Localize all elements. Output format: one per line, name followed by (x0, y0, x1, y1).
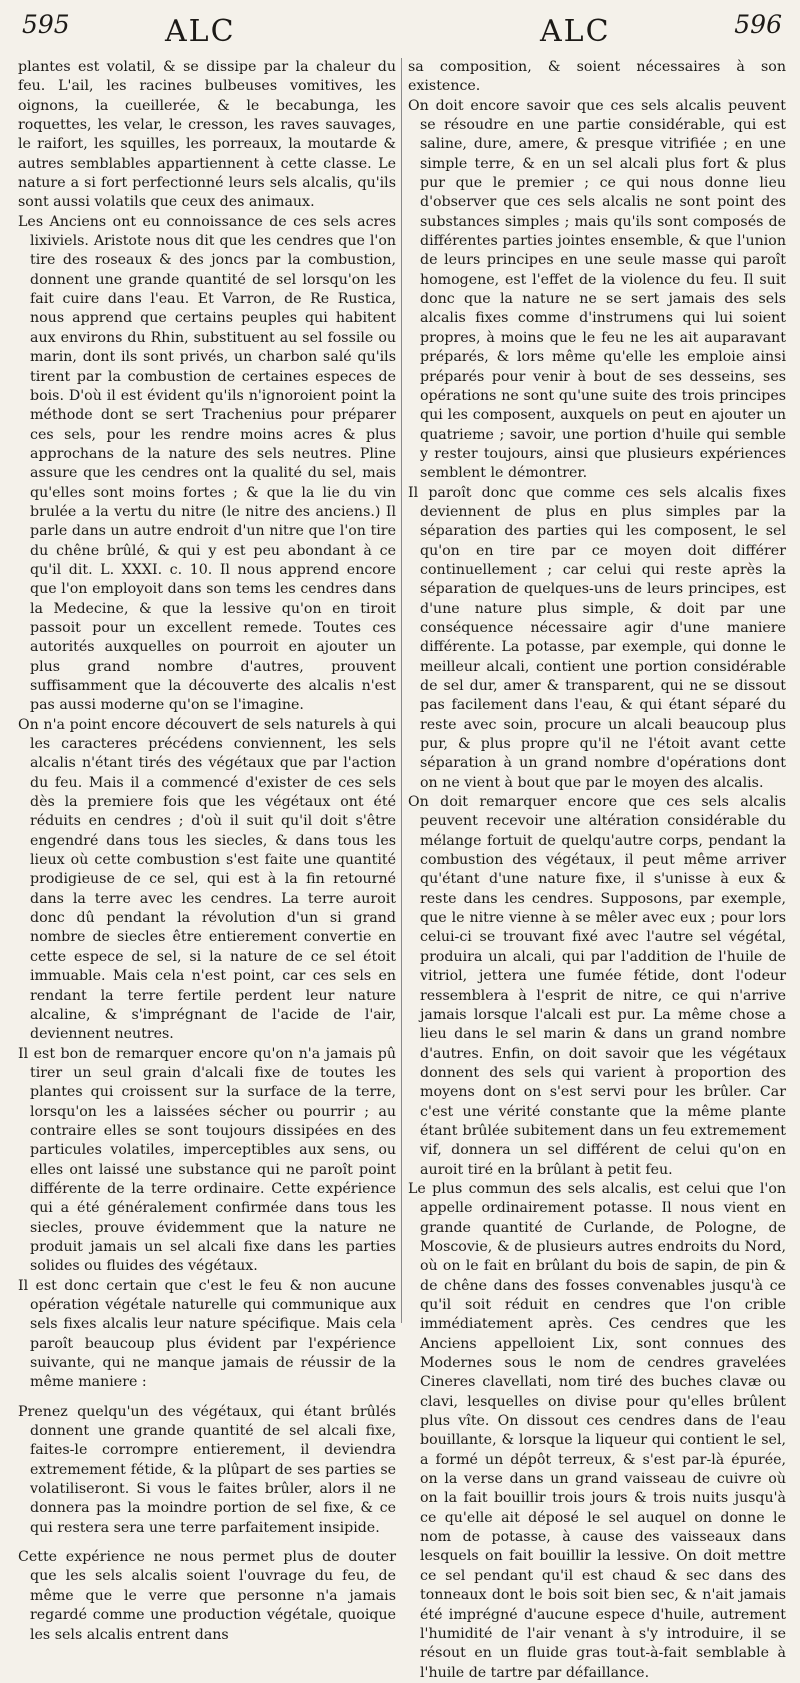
paragraph: On doit remarquer encore que ces sels alcalis peuvent recevoir une altération considérable du mélange fortuit de quelqu'autre corps, pendant la combustion des végétaux, il peut même arriver qu'étant d'une nature fixe, il s'unisse à eux & reste dans les cendres. Supposons, par exemple, que le nitre vienne à se mêler avec eux ; pour lors celui-ci se trouvant fixé avec l'autre sel végétal, produira un alcali, qui par l'addition de l'huile de vitriol, jettera une fumée fétide, dont l'odeur ressemblera à l'esprit de nitre, ce qui n'arrive jamais lorsque l'alcali est pur. La même chose a lieu dans le sel marin & dans un grand nombre d'autres. Enfin, on doit savoir que les végétaux donnent des sels qui varient à proportion des moyens dont on s'est servi pour les brûler. Car c'est une vérité constante que la même plante étant brûlée subitement dans un feu extremement vif, donnera un sel différent de celui qu'on en auroit tiré en la brûlant à petit feu. (408, 794, 786, 1178)
paragraph: Il est donc certain que c'est le feu & non aucune opération végétale naturelle qui communique aux sels fixes alcalis leur nature spécifique. Mais cela paroît beaucoup plus évident par l'expérience suivante, qui ne manque jamais de réussir de la même maniere : (18, 1277, 396, 1391)
paragraph: sa composition, & soient nécessaires à son existence. (408, 59, 786, 95)
page-number-right: 596 (734, 10, 782, 39)
recipe-paragraph: Prenez quelqu'un des végétaux, qui étant brûlés donnent une grande quantité de sel alcali fixe, faites-le corrompre entierement, il deviendra extremement fétide, & la plûpart de ses parties se volatiliseront. Si vous le faites brûler, alors il ne donnera pas la moindre portion de sel fixe, & ce qui restera sera une terre parfaitement insipide. (18, 1403, 396, 1536)
paragraph: Le plus commun des sels alcalis, est celui que l'on appelle ordinairement potasse. Il nous vient en grande quantité de Curlande, de Pologne, de Moscovie, & de plusieurs autres endroits du Nord, où on le fait en brûlant du bois de sapin, de pin & de chêne dans des fosses convenables jusqu'à ce qu'il soit réduit en cendres que l'on crible immédiatement après. Ces cendres que les Anciens appelloient Lix, sont connues des Modernes sous le nom de cendres gravelées Cineres clavellati, nom tiré des buches clavæ ou clavi, lesquelles on divise pour qu'elles brûlent plus vîte. On dissout ces cendres dans de l'eau bouillante, & lorsque la liqueur qui contient le sel, a formé un dépôt terreux, & s'est par-là épurée, on la verse dans un grand vaisseau de cuivre où on la fait bouillir trois jours & trois nuits jusqu'à ce qu'elle ait déposé le sel auquel on donne le nom de potasse, à cause des vaisseaux dans lesquels on fait bouillir la lessive. On doit mettre ce sel pendant qu'il est chaud & sec dans des tonneaux dont le bois soit bien sec, & n'ait jamais été imprégné d'aucune espece d'huile, autrement l'humidité de l'air venant à s'y introduire, il se résout en un fluide gras tout-à-fait semblable à l'huile de tartre par défaillance. (408, 1180, 786, 1681)
paragraph: Les Anciens ont eu connoissance de ces sels acres lixiviels. Aristote nous dit que les cendres que l'on tire des roseaux & des joncs par la combustion, donnent une grande quantité de sel lorsqu'on les fait cuire dans l'eau. Et Varron, de Re Rustica, nous apprend que certains peuples qui habitent aux environs du Rhin, substituent au sel fossile ou marin, dont ils sont privés, un charbon salé qu'ils tirent par la combustion de certaines especes de bois. D'où il est évident qu'ils n'ignoroient point la méthode dont se sert Trachenius pour préparer ces sels, pour les rendre moins acres & plus approchans de la nature des sels neutres. Pline assure que les cendres ont la qualité du sel, mais qu'elles sont moins fortes ; & que la lie du vin brulée a la vertu du nitre (le nitre des anciens.) Il parle dans un autre endroit d'un nitre que l'on tire du chêne brûlé, & qui y est peu abondant à ce qu'il dit. L. XXXI. c. 10. Il nous apprend encore que l'on employoit dans son tems les cendres dans la Medecine, & que la lessive qu'on en tiroit passoit pour un excellent remede. Toutes ces autorités auxquelles on pourroit en ajouter un plus grand nombre d'autres, prouvent suffisamment que la découverte des alcalis n'est pas aussi moderne qu'on se l'imagine. (18, 213, 396, 714)
page-number-left: 595 (22, 10, 70, 39)
spacer (18, 1393, 396, 1403)
paragraph: Cette expérience ne nous permet plus de douter que les sels alcalis soient l'ouvrage du feu, de même que le verre que personne n'a jamais regardé comme une production végétale, quoique les sels alcalis entrent dans (18, 1549, 396, 1643)
left-column (18, 58, 396, 1643)
running-head-right: ALC (540, 14, 611, 49)
paragraph: Il paroît donc que comme ces sels alcalis fixes deviennent de plus en plus simples par la séparation des parties qui les composent, le sel qu'on en tire par ce moyen doit différer continuellement ; car celui qui reste après la séparation de quelques-uns de leurs principes, est d'une nature plus simple, & doit par une conséquence nécessaire agir d'une maniere différente. La potasse, par exemple, qui donne le meilleur alcali, contient une portion considérable de sel dur, amer & transparent, qui ne se dissout pas facilement dans l'eau, & qui étant séparé du reste avec soin, procure un alcali beaucoup plus pur, & plus propre qu'il ne l'étoit avant cette séparation à un grand nombre d'opérations dont on ne vient à bout que par le moyen des alcalis. (408, 484, 786, 791)
right-column (408, 58, 786, 1681)
column-rule (401, 58, 402, 1323)
paragraph: On n'a point encore découvert de sels naturels à qui les caracteres précédens conviennent, les sels alcalis n'étant tirés des végétaux que par l'action du feu. Mais il a commencé d'exister de ces sels dès la premiere fois que les végétaux ont été réduits en cendres ; d'où il suit qu'il doit s'être engendré dans tous les siecles, & dans tous les lieux où cette combustion s'est faite une quantité prodigieuse de ce sel, qui est à la fin retourné dans la terre avec les cendres. La terre auroit donc dû pendant la révolution d'un si grand nombre de siecles être entierement convertie en cette espece de sel, si la nature de ce sel étoit immuable. Mais cela n'est point, car ces sels en rendant la terre fertile perdent leur nature alcaline, & s'imprégnant de l'acide de l'air, deviennent neutres. (18, 716, 396, 1043)
spacer (18, 1538, 396, 1548)
running-head-left: ALC (165, 14, 236, 49)
paragraph: plantes est volatil, & se dissipe par la chaleur du feu. L'ail, les racines bulbeuses vomitives, les oignons, la cueillerée, & le becabunga, les roquettes, les velar, le cresson, les raves sauvages, le raifort, les squilles, les porreaux, la moutarde & autres semblables appartiennent à cette classe. Le nature a si fort perfectionné leurs sels alcalis, qu'ils sont aussi volatils que ceux des animaux. (18, 59, 396, 211)
paragraph: Il est bon de remarquer encore qu'on n'a jamais pû tirer un seul grain d'alcali fixe de toutes les plantes qui croissent sur la surface de la terre, lorsqu'on les a laissées sécher ou pourrir ; au contraire elles se sont toujours dissipées en des particules volatiles, imperceptibles aux sens, ou elles ont laissé une substance qui ne paroît point différente de la terre ordinaire. Cette expérience qui a été généralement confirmée dans tous les siecles, prouve évidemment que la nature ne produit jamais un sel alcali fixe dans les parties solides ou fluides des végétaux. (18, 1045, 396, 1275)
paragraph: On doit encore savoir que ces sels alcalis peuvent se résoudre en une partie considérable, qui est saline, dure, amere, & presque vitrifiée ; en une simple terre, & en un sel alcali plus fort & plus pur que le premier ; ce qui nous donne lieu d'observer que ces sels alcalis ne sont point des substances simples ; mais qu'ils sont composés de différentes parties jointes ensemble, & que l'union de leurs principes en une seule masse qui paroît homogene, est l'effet de la violence du feu. Il suit donc que la nature ne se sert jamais des sels alcalis fixes comme d'instrumens qui lui soient propres, à moins que le feu ne les ait auparavant préparés, & lors même qu'elle les emploie ainsi préparés pour venir à bout de ses desseins, ses opérations ne sont qu'une suite des trois principes qui les composent, auxquels on peut en ajouter un quatrieme ; savoir, une portion d'huile qui semble y rester toujours, ainsi que plusieurs expériences semblent le démontrer. (408, 97, 786, 482)
